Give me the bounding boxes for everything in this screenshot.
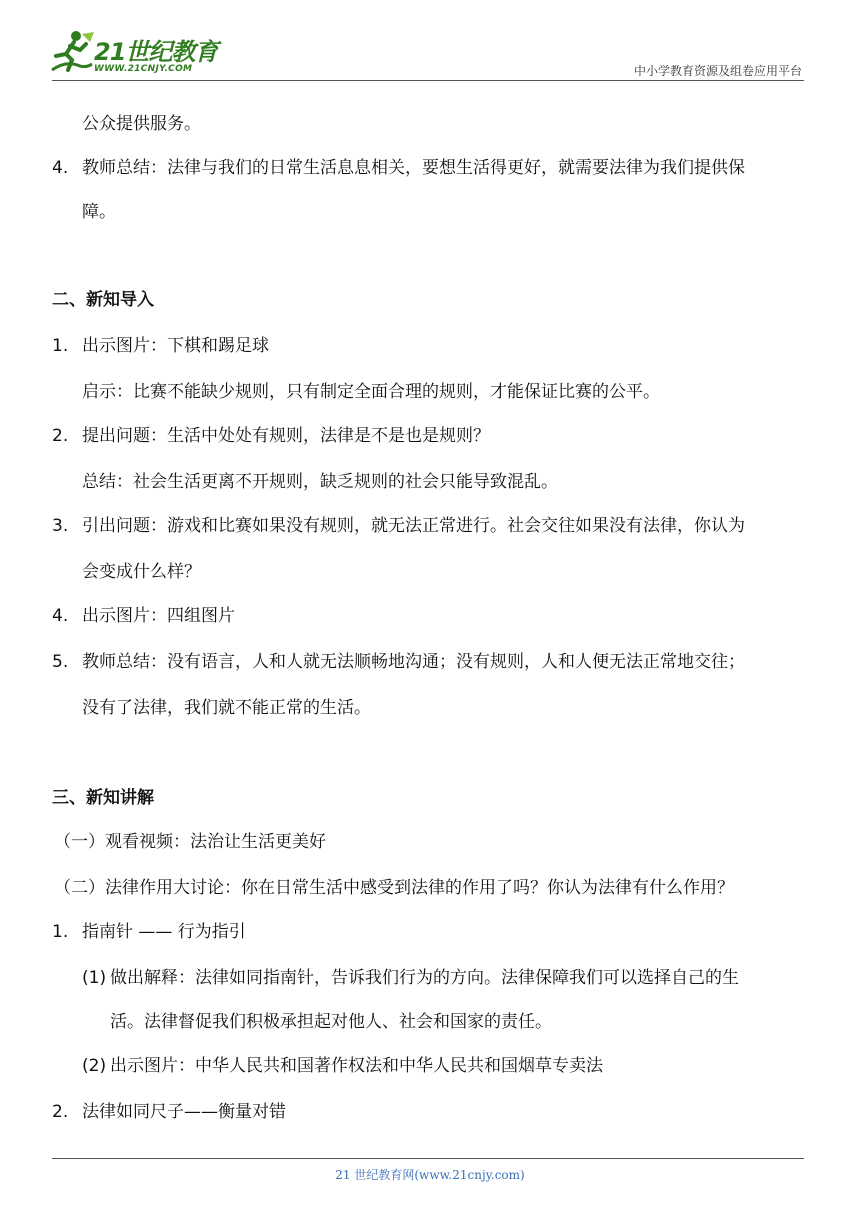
paragraph-text: （一）观看视频：法治让生活更美好 xyxy=(54,832,326,852)
paragraph-text: （二）法律作用大讨论：你在日常生活中感受到法律的作用了吗？你认为法律有什么作用？ xyxy=(54,878,734,898)
item-number: (2) xyxy=(82,1056,107,1076)
page-header xyxy=(0,0,860,84)
heading-text: 二、新知导入 xyxy=(52,290,154,310)
item-number: 4. xyxy=(52,158,69,178)
item-text: 指南针 —— 行为指引 xyxy=(82,922,246,942)
item-number: 2. xyxy=(52,1102,69,1122)
item-number: 4. xyxy=(52,606,69,626)
item-text: 出示图片：下棋和踢足球 xyxy=(82,336,269,356)
logo-url: WWW.21CNJY.COM xyxy=(94,64,193,74)
heading-text: 三、新知讲解 xyxy=(52,788,154,808)
item-number: 2. xyxy=(52,426,69,446)
paragraph-text: 没有了法律，我们就不能正常的生活。 xyxy=(82,698,371,718)
paragraph-text: 公众提供服务。 xyxy=(82,114,201,134)
item-number: (1) xyxy=(82,968,107,988)
logo xyxy=(46,30,226,80)
paragraph-text: 会变成什么样？ xyxy=(82,562,201,582)
paragraph-text: 总结：社会生活更离不开规则，缺乏规则的社会只能导致混乱。 xyxy=(82,472,558,492)
item-text: 出示图片：四组图片 xyxy=(82,606,235,626)
header-divider xyxy=(52,80,804,81)
paragraph-text: 活。法律督促我们积极承担起对他人、社会和国家的责任。 xyxy=(110,1012,552,1032)
item-text: 引出问题：游戏和比赛如果没有规则，就无法正常进行。社会交往如果没有法律，你认为 xyxy=(82,516,745,536)
item-number: 1. xyxy=(52,336,69,356)
item-number: 5. xyxy=(52,652,69,672)
paragraph-text: 启示：比赛不能缺少规则，只有制定全面合理的规则，才能保证比赛的公平。 xyxy=(82,382,660,402)
footer-divider xyxy=(52,1158,804,1159)
item-number: 3. xyxy=(52,516,69,536)
logo-text: 21世纪教育 xyxy=(94,38,218,66)
item-text: 教师总结：法律与我们的日常生活息息相关，要想生活得更好，就需要法律为我们提供保 xyxy=(82,158,745,178)
item-text: 法律如同尺子——衡量对错 xyxy=(82,1102,286,1122)
item-text: 教师总结：没有语言，人和人就无法顺畅地沟通；没有规则，人和人便无法正常地交往； xyxy=(82,652,745,672)
runner-logo-icon xyxy=(46,30,96,76)
item-number: 1. xyxy=(52,922,69,942)
item-text: 提出问题：生活中处处有规则，法律是不是也是规则？ xyxy=(82,426,490,446)
item-text: 做出解释：法律如同指南针，告诉我们行为的方向。法律保障我们可以选择自己的生 xyxy=(110,968,739,988)
footer-link[interactable]: 21 世纪教育网(www.21cnjy.com) xyxy=(335,1168,525,1182)
platform-name: 中小学教育资源及组卷应用平台 xyxy=(633,64,802,78)
item-text: 出示图片：中华人民共和国著作权法和中华人民共和国烟草专卖法 xyxy=(110,1056,603,1076)
paragraph-text: 障。 xyxy=(82,202,116,222)
